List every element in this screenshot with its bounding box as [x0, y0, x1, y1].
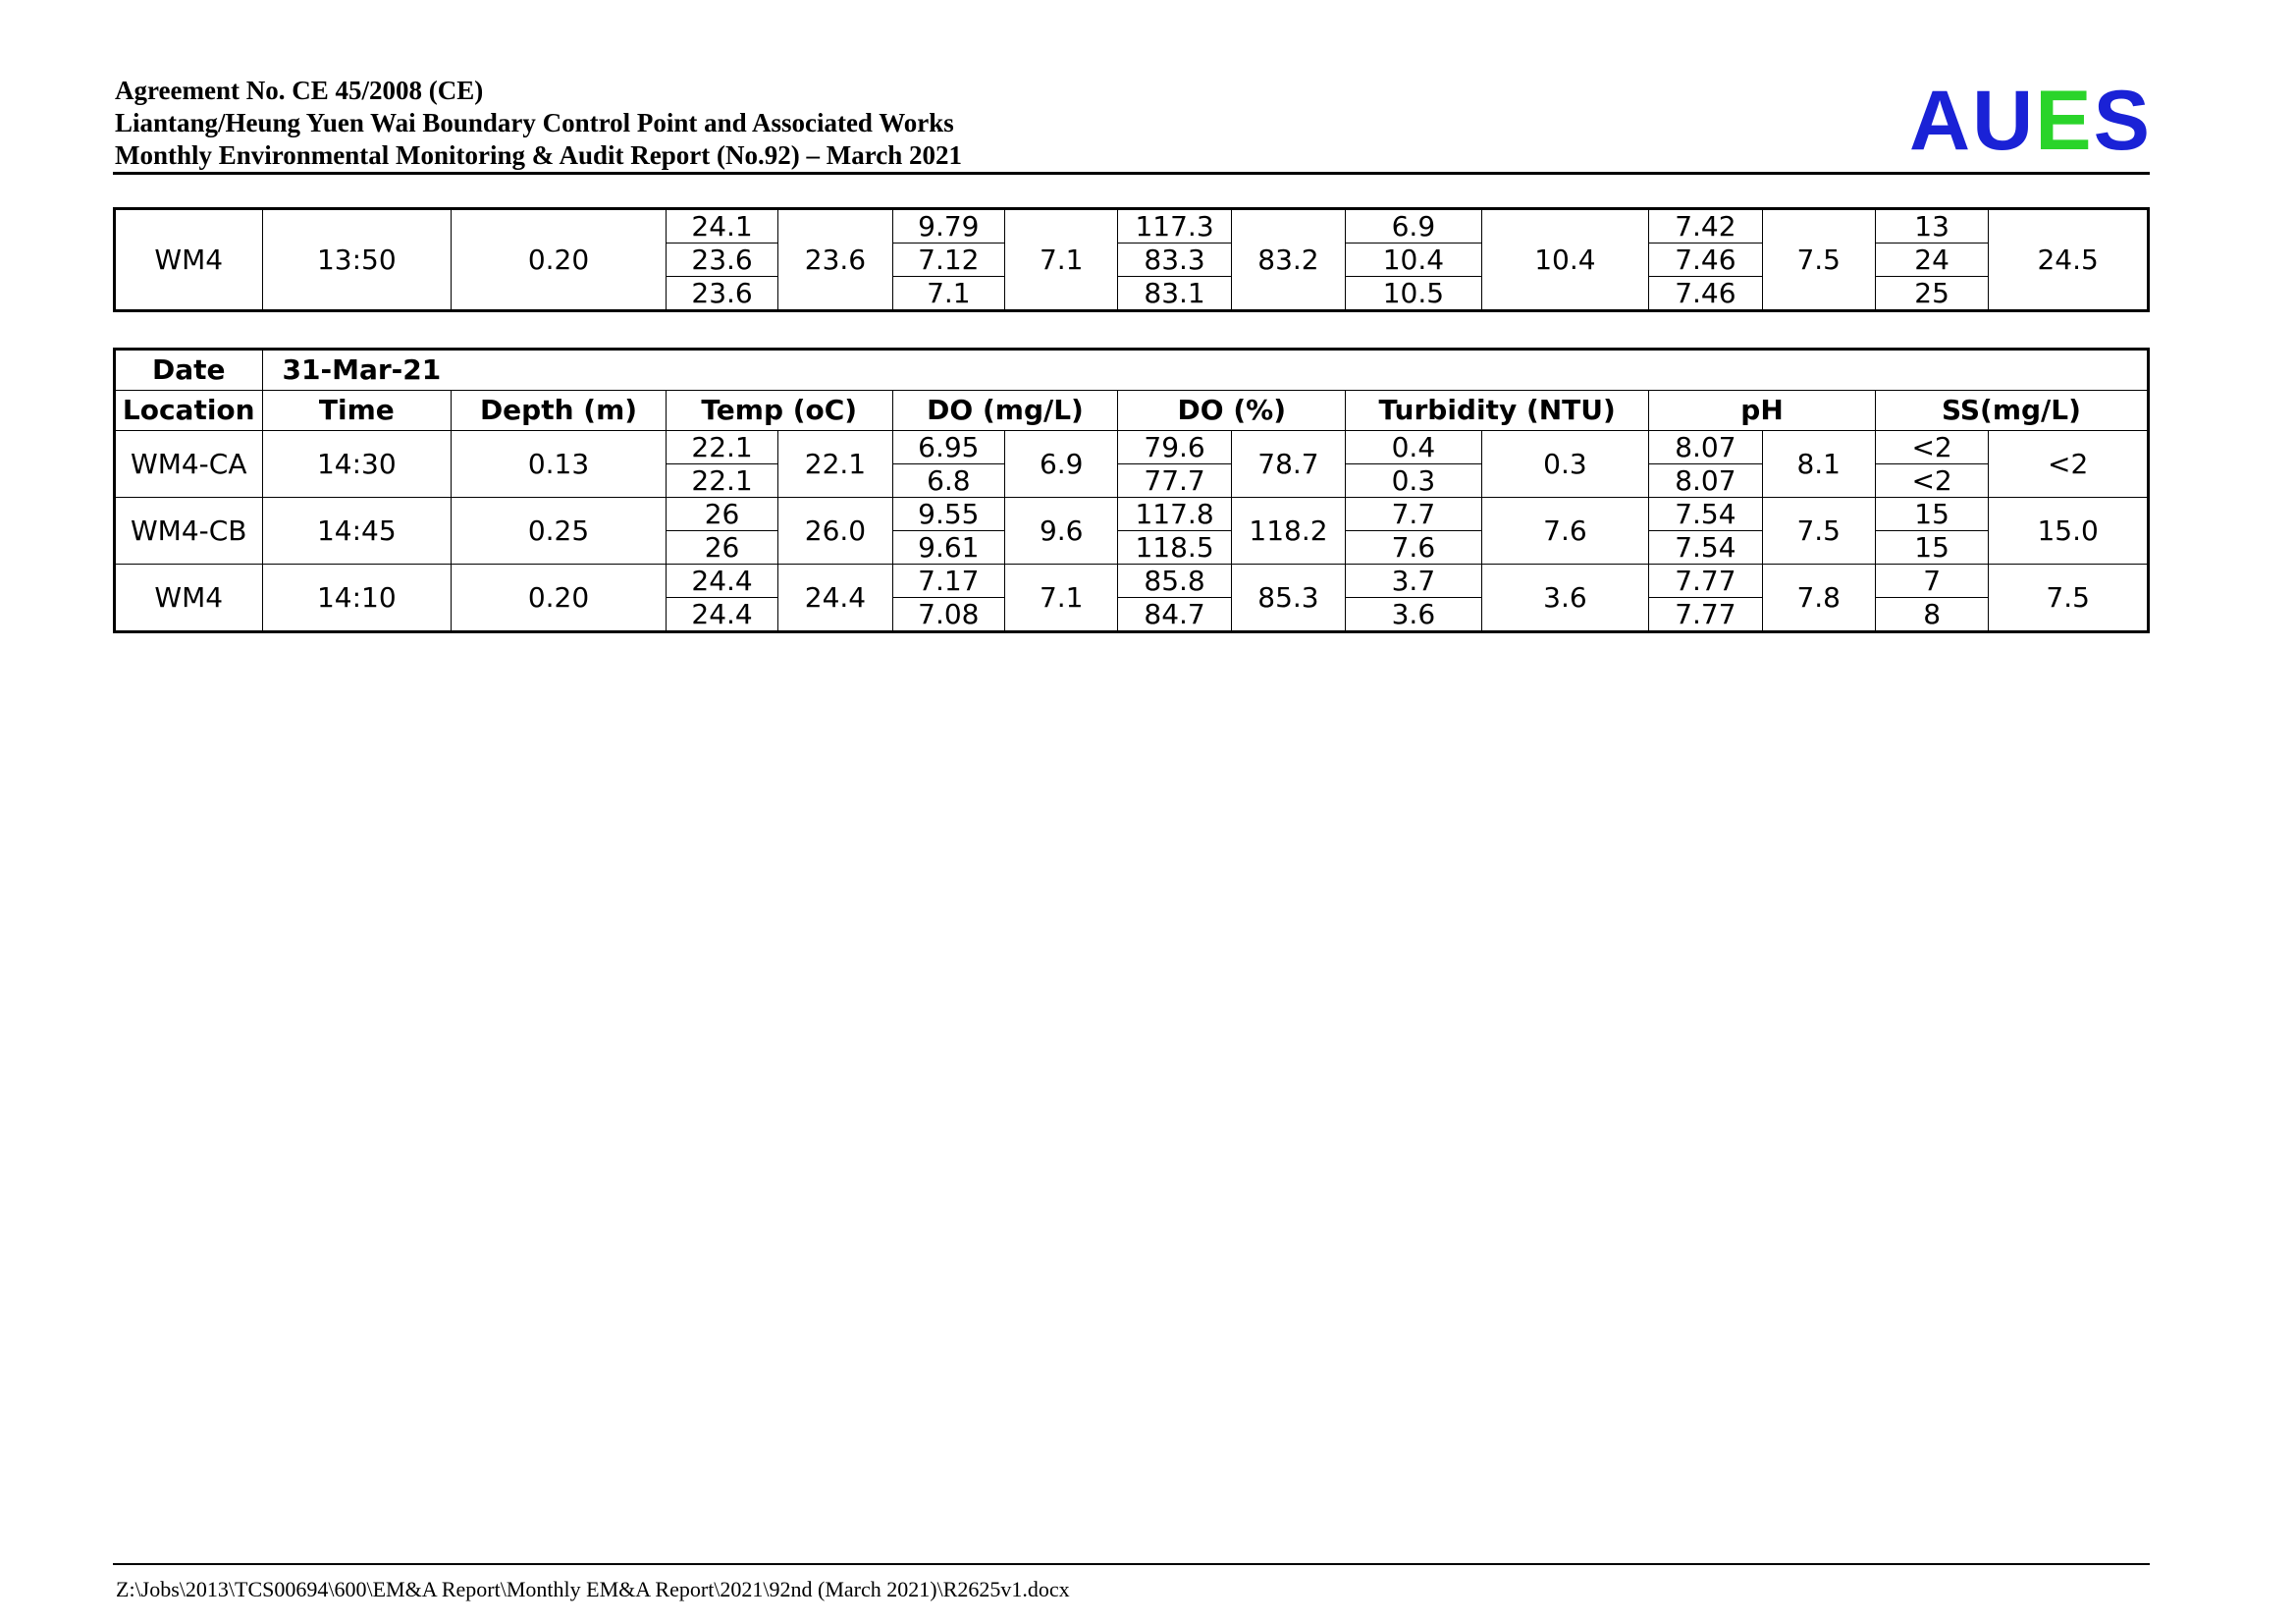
turbidity-reading: 6.9	[1346, 209, 1481, 244]
table-row	[115, 565, 2149, 598]
do-pct-reading: 117.8	[1118, 498, 1231, 531]
do-pct-reading: 84.7	[1118, 598, 1231, 632]
ph-reading: 7.46	[1649, 244, 1762, 277]
turbidity-reading: 3.7	[1346, 565, 1481, 598]
do-mgl-reading: 6.8	[892, 464, 1004, 498]
do-pct-reading: 83.3	[1118, 244, 1231, 277]
header-ss: SS(mg/L)	[1875, 391, 2148, 431]
turbidity-reading: 10.5	[1346, 277, 1481, 311]
depth-cell: 0.25	[452, 498, 667, 565]
logo-part-e: E	[2035, 74, 2094, 168]
temp-reading: 23.6	[666, 244, 777, 277]
turbidity-reading: 10.4	[1346, 244, 1481, 277]
location-cell: WM4-CA	[115, 431, 263, 498]
depth-cell: 0.20	[452, 565, 667, 632]
do-mgl-reading: 7.1	[892, 277, 1004, 311]
do-pct-average: 83.2	[1231, 209, 1345, 311]
do-mgl-reading: 7.08	[892, 598, 1004, 632]
temp-average: 22.1	[778, 431, 892, 498]
time-cell: 14:45	[262, 498, 452, 565]
ss-reading: 25	[1875, 277, 1988, 311]
turbidity-reading: 7.7	[1346, 498, 1481, 531]
ph-reading: 7.77	[1649, 598, 1762, 632]
report-title: Monthly Environmental Monitoring & Audit Report (No.92) – March 2021	[115, 140, 962, 170]
report-header	[115, 75, 962, 172]
agreement-number: Agreement No. CE 45/2008 (CE)	[115, 76, 484, 105]
header-depth: Depth (m)	[452, 391, 667, 431]
do-mgl-average: 6.9	[1005, 431, 1118, 498]
aues-logo	[1909, 74, 2152, 168]
ph-reading: 7.54	[1649, 498, 1762, 531]
continued-table	[113, 207, 2150, 312]
location-cell: WM4	[115, 209, 263, 311]
do-pct-average: 118.2	[1231, 498, 1345, 565]
project-title: Liantang/Heung Yuen Wai Boundary Control Point and Associated Works	[115, 108, 954, 137]
header-do-pct: DO (%)	[1118, 391, 1346, 431]
ss-reading: <2	[1875, 431, 1988, 464]
table-row	[115, 498, 2149, 531]
temp-average: 24.4	[778, 565, 892, 632]
ss-average: <2	[1989, 431, 2149, 498]
temp-reading: 22.1	[666, 431, 777, 464]
temp-reading: 22.1	[666, 464, 777, 498]
turbidity-average: 7.6	[1481, 498, 1649, 565]
date-value: 31-Mar-21	[262, 350, 2149, 391]
ss-reading: 15	[1875, 498, 1988, 531]
turbidity-average: 0.3	[1481, 431, 1649, 498]
temp-reading: 24.1	[666, 209, 777, 244]
turbidity-reading: 0.3	[1346, 464, 1481, 498]
ss-reading: 8	[1875, 598, 1988, 632]
ss-reading: 15	[1875, 531, 1988, 565]
do-pct-reading: 117.3	[1118, 209, 1231, 244]
do-pct-average: 85.3	[1231, 565, 1345, 632]
ss-reading: <2	[1875, 464, 1988, 498]
column-header-row	[115, 391, 2149, 431]
temp-reading: 24.4	[666, 598, 777, 632]
do-pct-reading: 79.6	[1118, 431, 1231, 464]
logo-part-au: AU	[1909, 74, 2036, 168]
temp-reading: 23.6	[666, 277, 777, 311]
time-cell: 14:10	[262, 565, 452, 632]
do-pct-average: 78.7	[1231, 431, 1345, 498]
ph-reading: 7.46	[1649, 277, 1762, 311]
do-pct-reading: 118.5	[1118, 531, 1231, 565]
do-mgl-reading: 9.55	[892, 498, 1004, 531]
location-cell: WM4-CB	[115, 498, 263, 565]
date-row	[115, 350, 2149, 391]
time-cell: 14:30	[262, 431, 452, 498]
do-mgl-average: 7.1	[1005, 565, 1118, 632]
turbidity-average: 3.6	[1481, 565, 1649, 632]
do-mgl-reading: 6.95	[892, 431, 1004, 464]
footer-rule	[113, 1563, 2150, 1565]
ph-reading: 7.54	[1649, 531, 1762, 565]
logo-part-s: S	[2093, 74, 2152, 168]
do-mgl-reading: 9.61	[892, 531, 1004, 565]
header-time: Time	[262, 391, 452, 431]
date-label: Date	[115, 350, 263, 391]
ph-reading: 8.07	[1649, 431, 1762, 464]
ph-reading: 8.07	[1649, 464, 1762, 498]
ph-average: 8.1	[1762, 431, 1875, 498]
do-mgl-average: 9.6	[1005, 498, 1118, 565]
ph-reading: 7.77	[1649, 565, 1762, 598]
ss-average: 24.5	[1989, 209, 2149, 311]
turbidity-reading: 0.4	[1346, 431, 1481, 464]
header-temp: Temp (oC)	[666, 391, 892, 431]
do-mgl-reading: 9.79	[892, 209, 1004, 244]
header-do-mgl: DO (mg/L)	[892, 391, 1118, 431]
file-path: Z:\Jobs\2013\TCS00694\600\EM&A Report\Monthly EM&A Report\2021\92nd (March 2021)\R2625v1.docx	[116, 1577, 1070, 1601]
temp-reading: 24.4	[666, 565, 777, 598]
time-cell: 13:50	[262, 209, 452, 311]
ph-average: 7.8	[1762, 565, 1875, 632]
turbidity-reading: 7.6	[1346, 531, 1481, 565]
ph-average: 7.5	[1762, 498, 1875, 565]
temp-average: 26.0	[778, 498, 892, 565]
monitoring-table-31-mar	[113, 348, 2150, 633]
temp-average: 23.6	[778, 209, 892, 311]
temp-reading: 26	[666, 531, 777, 565]
do-pct-reading: 85.8	[1118, 565, 1231, 598]
depth-cell: 0.13	[452, 431, 667, 498]
do-mgl-average: 7.1	[1005, 209, 1118, 311]
ph-reading: 7.42	[1649, 209, 1762, 244]
header-ph: pH	[1649, 391, 1876, 431]
ss-reading: 7	[1875, 565, 1988, 598]
ss-average: 7.5	[1989, 565, 2149, 632]
turbidity-average: 10.4	[1481, 209, 1649, 311]
table-row	[115, 209, 2149, 244]
location-cell: WM4	[115, 565, 263, 632]
ss-reading: 24	[1875, 244, 1988, 277]
header-location: Location	[115, 391, 263, 431]
table-row	[115, 431, 2149, 464]
header-rule	[113, 172, 2150, 175]
turbidity-reading: 3.6	[1346, 598, 1481, 632]
temp-reading: 26	[666, 498, 777, 531]
header-turbidity: Turbidity (NTU)	[1346, 391, 1649, 431]
do-mgl-reading: 7.12	[892, 244, 1004, 277]
do-pct-reading: 77.7	[1118, 464, 1231, 498]
ss-reading: 13	[1875, 209, 1988, 244]
depth-cell: 0.20	[452, 209, 667, 311]
do-mgl-reading: 7.17	[892, 565, 1004, 598]
ph-average: 7.5	[1762, 209, 1875, 311]
ss-average: 15.0	[1989, 498, 2149, 565]
do-pct-reading: 83.1	[1118, 277, 1231, 311]
